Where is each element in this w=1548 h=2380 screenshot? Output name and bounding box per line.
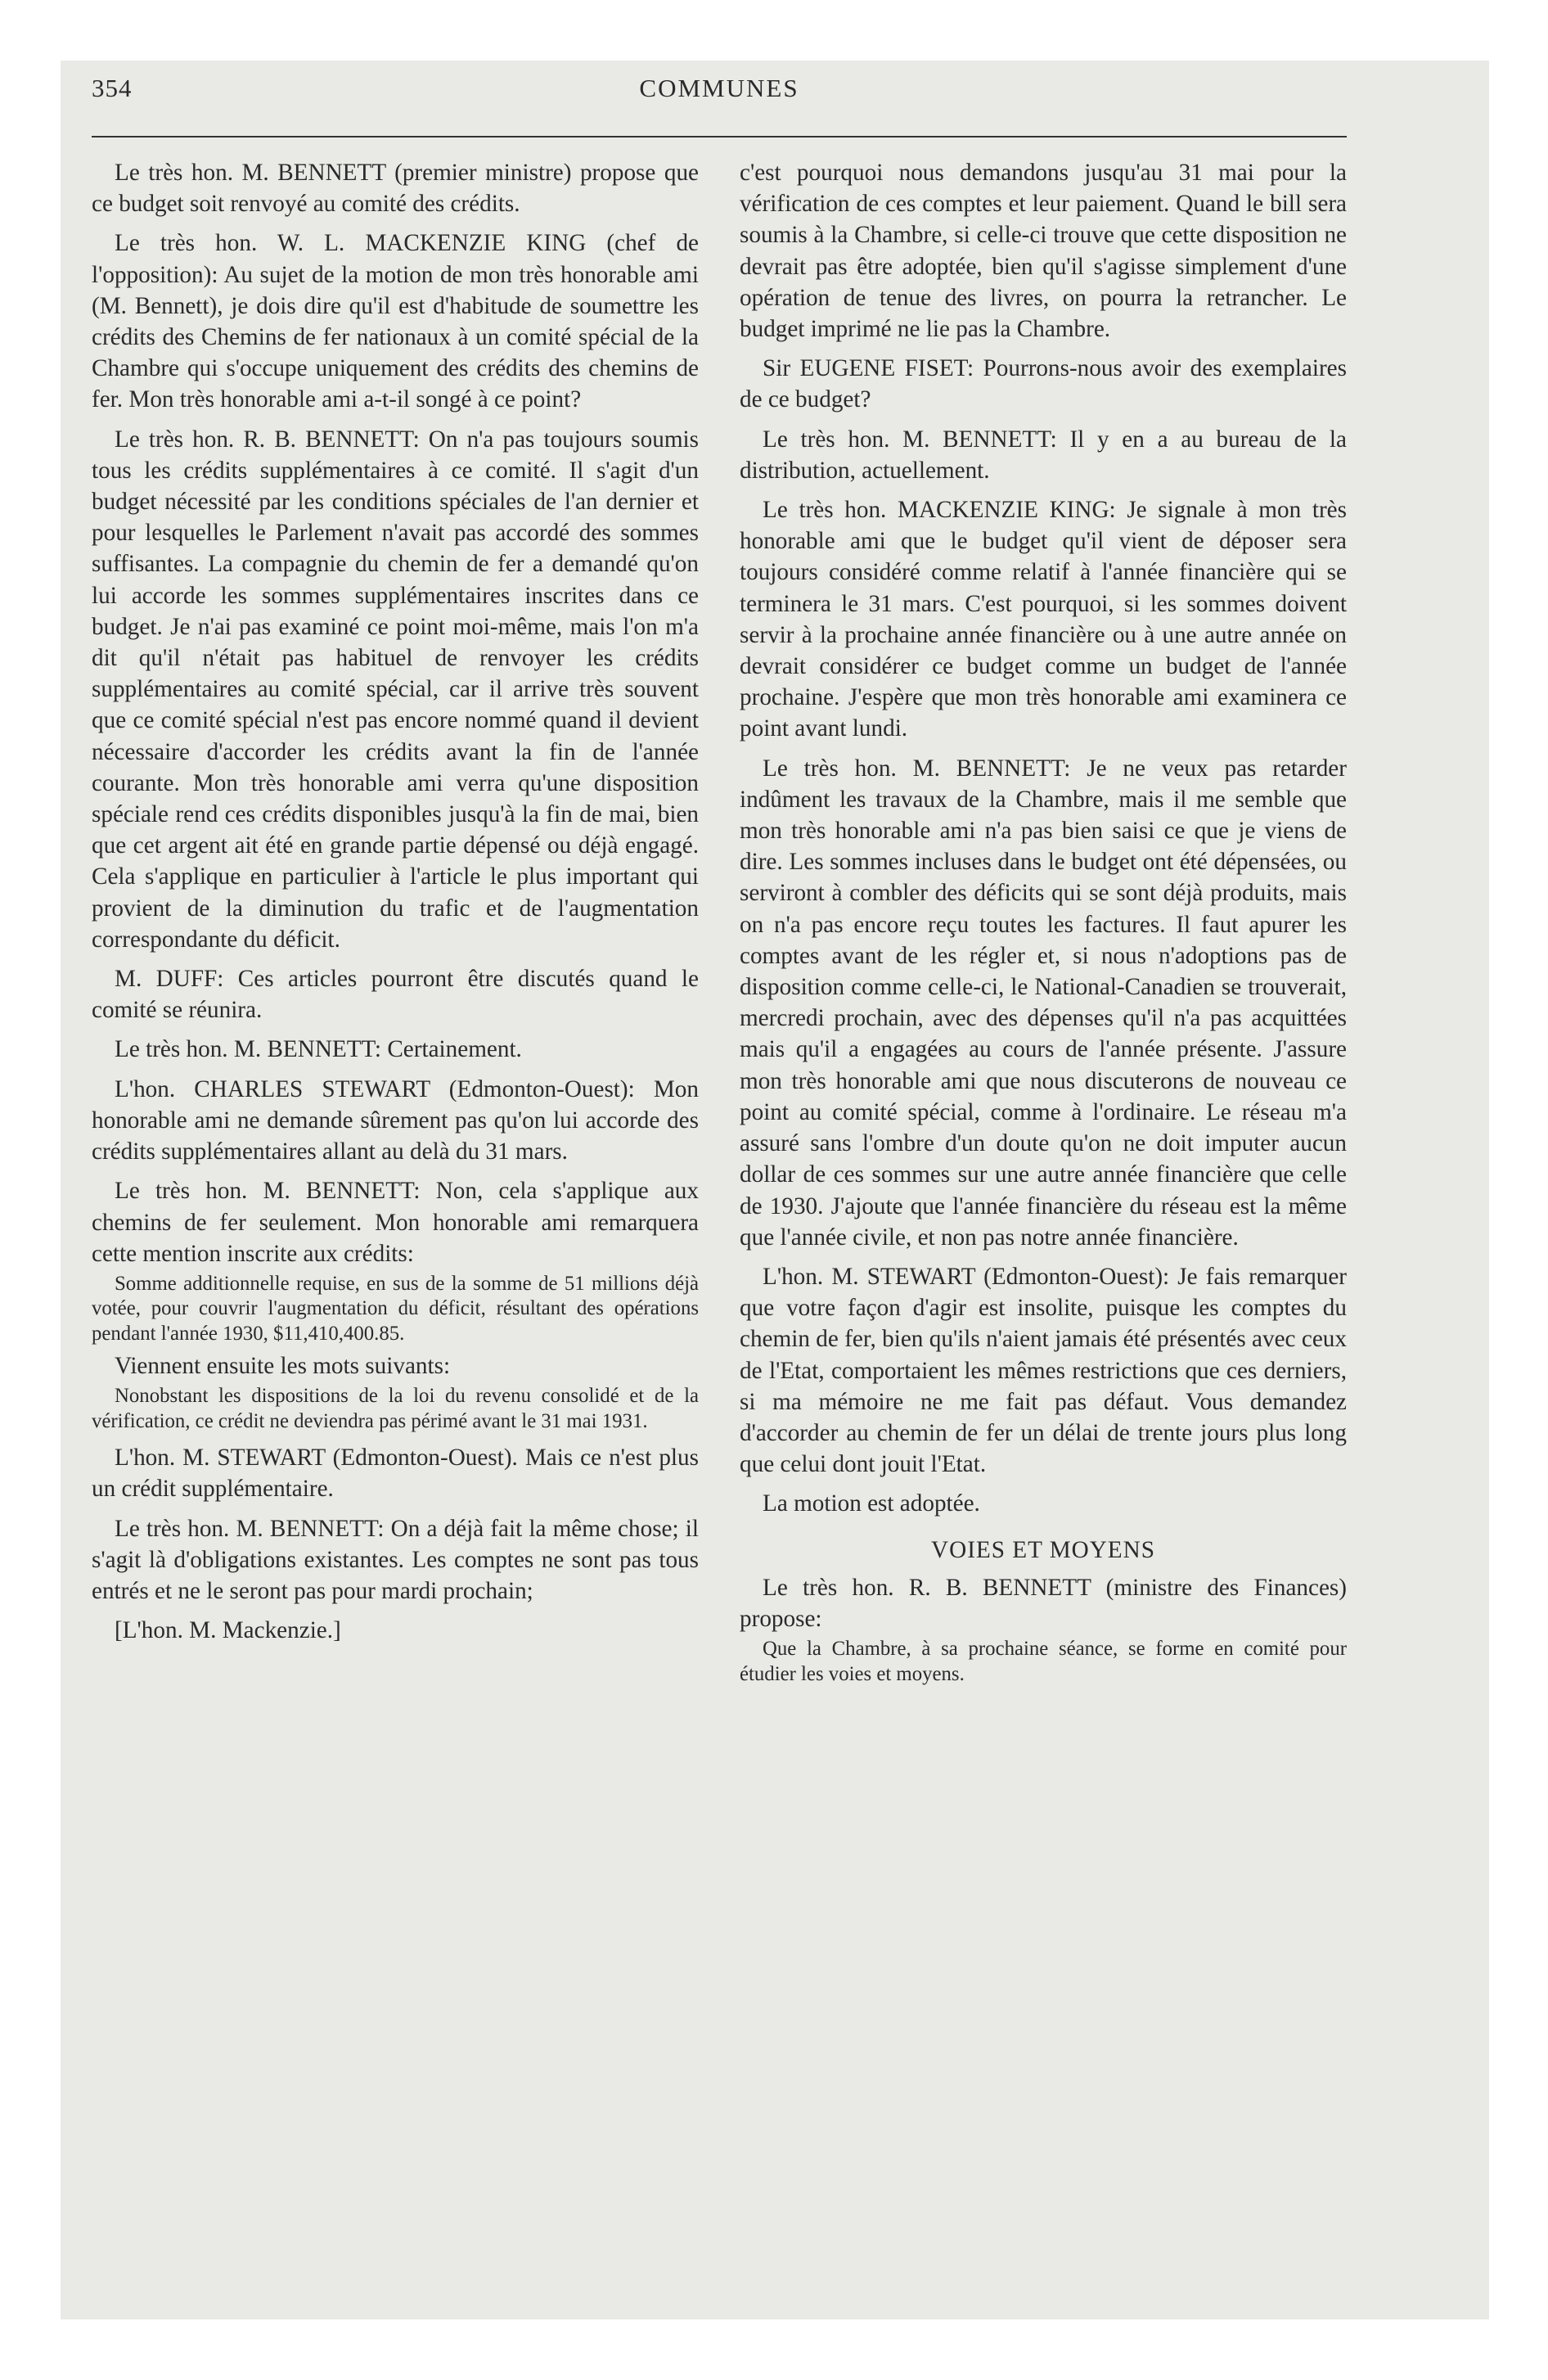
- paragraph-motion-adoptee: La motion est adoptée.: [763, 1490, 980, 1517]
- paragraph-bennett-propose: Le très hon. M. BENNETT (premier ministre) propose que ce budget soit renvoyé au comité des crédits.: [92, 160, 699, 218]
- paragraph-bennett-certainement: Le très hon. M. BENNETT: Certainement.: [115, 1036, 522, 1063]
- right-column: [740, 157, 1347, 1691]
- paragraph-bennett-factures: Le très hon. M. BENNETT: Je ne veux pas retarder indûment les travaux de la Chambre, mais il me semble que mon très honorable ami n'a pas bien saisi ce que je viens de dire. Les sommes incluses dans le budget ont été dépensées, ou serviront à combler des déficits qui se sont déjà produits, mais on n'a pas encore reçu toutes les factures. Il faut apurer les comptes avant de les régler et, si nous n'adoptions pas de disposition comme celle-ci, le National-Canadien se trouverait, mercredi prochain, avec des dépenses qu'il n'a pas acquittées mais qu'il a engagées au cours de l'année présente. J'assure mon très honorable ami que nous discuterons de nouveau ce point au comité spécial, comme à l'ordinaire. Le réseau m'a assuré sans l'ombre d'un doute qu'on ne doit imputer aucun dollar de ces sommes sur une autre année financière que celle de 1930. J'ajoute que l'année financière du réseau est la même que l'année civile, et non pas notre année financière.: [740, 755, 1347, 1251]
- paragraph-continuation: c'est pourquoi nous demandons jusqu'au 31 mai pour la vérification de ces comptes et leur paiement. Quand le bill sera soumis à la Chambre, si celle-ci trouve que cette disposition ne devrait pas être adoptée, bien qu'il s'agisse simplement d'une opération de tenue des livres, on pourra la retrancher. Le budget imprimé ne lie pas la Chambre.: [740, 160, 1347, 343]
- paragraph-king-motion: Le très hon. W. L. MACKENZIE KING (chef de l'opposition): Au sujet de la motion de mon très honorable ami (M. Bennett), je dois dire qu'il est d'habitude de soumettre les crédits des Chemins de fer nationaux à un comité spécial de la Chambre qui s'occupe uniquement des crédits des chemins de fer. Mon très honorable ami a-t-il songé à ce point?: [92, 230, 699, 413]
- paragraph-viennent: Viennent ensuite les mots suivants:: [115, 1353, 451, 1380]
- running-head: COMMUNES: [639, 74, 799, 102]
- paragraph-bennett-distribution: Le très hon. M. BENNETT: Il y en a au bureau de la distribution, actuellement.: [740, 426, 1347, 484]
- paragraph-fiset: Sir EUGENE FISET: Pourrons-nous avoir des exemplaires de ce budget?: [740, 355, 1347, 413]
- left-column: [92, 157, 699, 1646]
- page-number: 354: [92, 74, 133, 102]
- header-rule: [92, 136, 1347, 137]
- page-header: [92, 74, 1347, 119]
- paragraph-stewart-31-mars: L'hon. CHARLES STEWART (Edmonton-Ouest): Mon honorable ami ne demande sûrement pas qu'on lui accorde des crédits supplémentaires allant au delà du 31 mars.: [92, 1075, 699, 1165]
- paragraph-bennett-finances: Le très hon. R. B. BENNETT (ministre des Finances) propose:: [740, 1574, 1347, 1632]
- paragraph-king-annee-financiere: Le très hon. MACKENZIE KING: Je signale à mon très honorable ami que le budget qu'il vient de déposer sera toujours considéré comme relatif à l'année financière qui se terminera le 31 mars. C'est pourquoi, si les sommes doivent servir à la prochaine année financière ou à une autre année on devrait considérer ce budget comme un budget de l'année prochaine. J'espère que mon très honorable ami examinera ce point avant lundi.: [740, 497, 1347, 742]
- quote-voies-et-moyens: Que la Chambre, à sa prochaine séance, se forme en comité pour étudier les voies et moyens.: [740, 1638, 1347, 1685]
- paragraph-bennett-non: Le très hon. M. BENNETT: Non, cela s'applique aux chemins de fer seulement. Mon honorable ami remarquera cette mention inscrite aux crédits:: [92, 1178, 699, 1267]
- footer-speaker-note: [L'hon. M. Mackenzie.]: [115, 1617, 341, 1644]
- quote-nonobstant: Nonobstant les dispositions de la loi du revenu consolidé et de la vérification, ce crédit ne deviendra pas périmé avant le 31 mai 1931.: [92, 1385, 699, 1432]
- section-heading-voies-et-moyens: VOIES ET MOYENS: [931, 1536, 1155, 1563]
- paragraph-stewart-delai: L'hon. M. STEWART (Edmonton-Ouest): Je fais remarquer que votre façon d'agir est insolite, puisque les comptes du chemin de fer, bien qu'ils n'aient jamais été présentés avec ceux de l'Etat, comportaient les mêmes restrictions que ces derniers, si ma mémoire ne me fait pas défaut. Vous demandez d'accorder au chemin de fer un délai de trente jours plus long que celui dont jouit l'Etat.: [740, 1263, 1347, 1478]
- paragraph-stewart-supplementaire: L'hon. M. STEWART (Edmonton-Ouest). Mais ce n'est plus un crédit supplémentaire.: [92, 1445, 699, 1503]
- paragraph-bennett-obligations: Le très hon. M. BENNETT: On a déjà fait la même chose; il s'agit là d'obligations existantes. Les comptes ne sont pas tous entrés et ne le seront pas pour mardi prochain;: [92, 1515, 699, 1604]
- paragraph-duff: M. DUFF: Ces articles pourront être discutés quand le comité se réunira.: [92, 966, 699, 1024]
- quote-somme-additionnelle: Somme additionnelle requise, en sus de la somme de 51 millions déjà votée, pour couvrir l'augmentation du déficit, résultant des opérations pendant l'année 1930, $11,410,400.85.: [92, 1272, 699, 1345]
- paragraph-bennett-reply: Le très hon. R. B. BENNETT: On n'a pas toujours soumis tous les crédits supplémentaires à ce comité. Il s'agit d'un budget nécessité par les conditions spéciales de l'an dernier et pour lesquelles le Parlement n'avait pas accordé des sommes suffisantes. La compagnie du chemin de fer a demandé qu'on lui accorde les sommes supplémentaires inscrites dans ce budget. Je n'ai pas examiné ce point moi-même, mais l'on m'a dit qu'il n'était pas habituel de renvoyer les crédits supplémentaires au comité spécial, car il arrive très souvent que ce comité spécial n'est pas encore nommé quand il devient nécessaire d'accorder les crédits avant la fin de l'année courante. Mon très honorable ami verra qu'une disposition spéciale rend ces crédits disponibles jusqu'à la fin de mai, bien que cet argent ait été en grande partie dépensé ou déjà engagé. Cela s'applique en particulier à l'article le plus important qui provient de la diminution du trafic et de l'augmentation correspondante du déficit.: [92, 426, 699, 953]
